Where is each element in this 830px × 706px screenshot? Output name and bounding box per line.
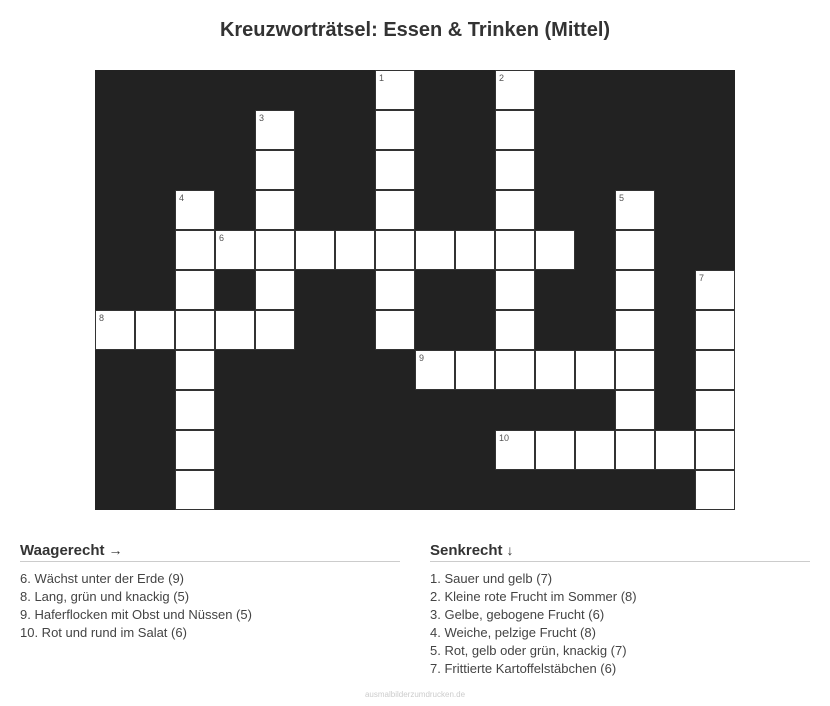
crossword-cell[interactable]: [575, 430, 615, 470]
crossword-cell[interactable]: [215, 230, 255, 270]
across-clue-list: [20, 570, 400, 642]
crossword-cell[interactable]: [615, 230, 655, 270]
crossword-cell[interactable]: [255, 270, 295, 310]
across-clue: 10. Rot und rund im Salat (6): [20, 625, 187, 640]
crossword-cell[interactable]: [135, 310, 175, 350]
crossword-cell[interactable]: [175, 270, 215, 310]
crossword-cell[interactable]: [495, 430, 535, 470]
down-heading-label: Senkrecht: [430, 542, 503, 559]
crossword-cell[interactable]: [175, 390, 215, 430]
crossword-cell[interactable]: [695, 310, 735, 350]
crossword-cell[interactable]: [495, 150, 535, 190]
crossword-cell[interactable]: [615, 430, 655, 470]
clue-number: 7: [699, 273, 705, 283]
crossword-cell[interactable]: [615, 270, 655, 310]
crossword-cell[interactable]: [615, 350, 655, 390]
crossword-cell[interactable]: [495, 270, 535, 310]
crossword-cell[interactable]: [495, 310, 535, 350]
crossword-cell[interactable]: [695, 430, 735, 470]
clue-number: 5: [619, 193, 625, 203]
down-arrow-icon: ↓: [506, 542, 514, 558]
crossword-cell[interactable]: [615, 190, 655, 230]
crossword-cell[interactable]: [495, 110, 535, 150]
across-clue: 8. Lang, grün und knackig (5): [20, 589, 190, 604]
crossword-cell[interactable]: [615, 390, 655, 430]
down-heading: [430, 541, 810, 562]
crossword-cell[interactable]: [175, 230, 215, 270]
across-clues: [20, 541, 400, 642]
crossword-cell[interactable]: [215, 310, 255, 350]
clue-number: 6: [219, 233, 225, 243]
crossword-cell[interactable]: [175, 430, 215, 470]
down-clue-list: [430, 570, 810, 678]
crossword-cell[interactable]: [175, 310, 215, 350]
crossword-cell[interactable]: [495, 230, 535, 270]
clue-number: 8: [99, 313, 105, 323]
clue-number: 9: [419, 353, 425, 363]
crossword-cell[interactable]: [375, 310, 415, 350]
crossword-cell[interactable]: [375, 190, 415, 230]
crossword-cell[interactable]: [375, 110, 415, 150]
crossword-cell[interactable]: [415, 230, 455, 270]
crossword-cell[interactable]: [535, 430, 575, 470]
crossword-cell[interactable]: [95, 310, 135, 350]
clue-number: 2: [499, 73, 505, 83]
crossword-cell[interactable]: [175, 350, 215, 390]
crossword-cell[interactable]: [375, 270, 415, 310]
crossword-cell[interactable]: [455, 350, 495, 390]
page-title: Kreuzworträtsel: Essen & Trinken (Mittel): [219, 19, 611, 41]
crossword-cell[interactable]: [535, 350, 575, 390]
crossword-cell[interactable]: [495, 350, 535, 390]
down-clue: 5. Rot, gelb oder grün, knackig (7): [430, 643, 627, 658]
crossword-cell[interactable]: [175, 470, 215, 510]
across-heading-label: Waagerecht: [20, 542, 105, 559]
crossword-cell[interactable]: [695, 470, 735, 510]
right-arrow-icon: →: [108, 542, 123, 558]
clue-number: 4: [179, 193, 185, 203]
crossword-cell[interactable]: [175, 190, 215, 230]
crossword-cell[interactable]: [255, 230, 295, 270]
across-clue: 6. Wächst unter der Erde (9): [20, 571, 185, 586]
crossword-cell[interactable]: [415, 350, 455, 390]
crossword-cell[interactable]: [495, 190, 535, 230]
crossword-cell[interactable]: [615, 310, 655, 350]
across-heading: [20, 541, 400, 562]
down-clue: 2. Kleine rote Frucht im Sommer (8): [430, 589, 637, 604]
crossword-cell[interactable]: [375, 150, 415, 190]
crossword-cell[interactable]: [255, 190, 295, 230]
across-clue: 9. Haferflocken mit Obst und Nüssen (5): [20, 607, 252, 622]
crossword-cell[interactable]: [375, 230, 415, 270]
crossword-cell[interactable]: [335, 230, 375, 270]
crossword-cell[interactable]: [255, 110, 295, 150]
crossword-cell[interactable]: [695, 350, 735, 390]
crossword-cell[interactable]: [295, 230, 335, 270]
down-clue: 3. Gelbe, gebogene Frucht (6): [430, 607, 605, 622]
crossword-cell[interactable]: [655, 430, 695, 470]
crossword-cell[interactable]: [255, 310, 295, 350]
crossword-cell[interactable]: [535, 230, 575, 270]
down-clues: [430, 541, 810, 678]
down-clue: 4. Weiche, pelzige Frucht (8): [430, 625, 596, 640]
clue-number: 1: [379, 73, 385, 83]
crossword-cell[interactable]: [575, 350, 615, 390]
down-clue: 1. Sauer und gelb (7): [430, 571, 553, 586]
footer-credit: ausmalbilderzumdrucken.de: [364, 690, 466, 699]
down-clue: 7. Frittierte Kartoffelstäbchen (6): [430, 661, 617, 676]
crossword-cell[interactable]: [455, 230, 495, 270]
crossword-cell[interactable]: [695, 390, 735, 430]
crossword-cell[interactable]: [255, 150, 295, 190]
crossword-grid: [95, 70, 735, 510]
crossword-cell[interactable]: [695, 270, 735, 310]
clue-number: 10: [499, 433, 510, 443]
crossword-cell[interactable]: [495, 70, 535, 110]
clue-number: 3: [259, 113, 265, 123]
crossword-cell[interactable]: [375, 70, 415, 110]
